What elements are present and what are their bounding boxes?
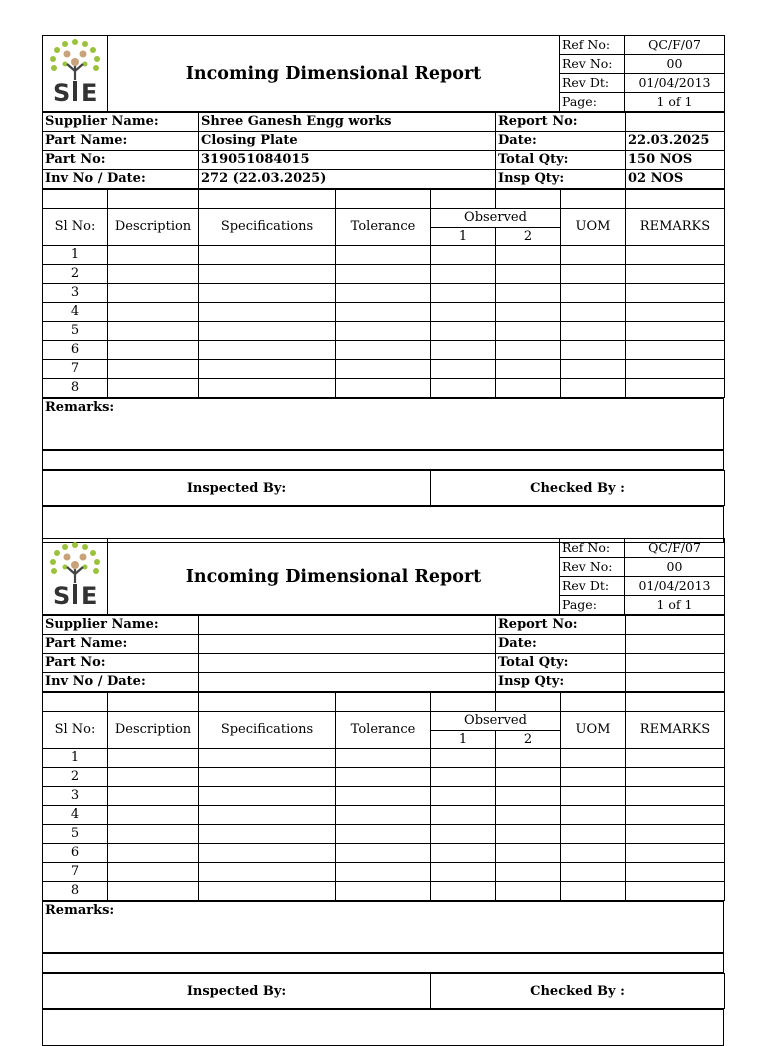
table-cell[interactable] <box>199 322 336 341</box>
table-cell[interactable] <box>561 806 626 825</box>
rev-dt-label: Rev Dt: <box>560 74 625 93</box>
table-cell[interactable] <box>431 806 496 825</box>
date-value[interactable]: 22.03.2025 <box>626 132 725 151</box>
table-cell[interactable] <box>561 303 626 322</box>
table-cell[interactable] <box>431 303 496 322</box>
table-cell[interactable] <box>108 265 199 284</box>
table-cell[interactable] <box>108 749 199 768</box>
table-row <box>43 379 725 398</box>
table-cell[interactable] <box>626 863 725 882</box>
table-cell[interactable] <box>496 749 561 768</box>
table-cell[interactable] <box>626 284 725 303</box>
report-info <box>42 615 725 692</box>
report-form-1 <box>42 35 724 543</box>
table-cell[interactable] <box>496 265 561 284</box>
table-cell[interactable] <box>431 863 496 882</box>
table-cell[interactable] <box>626 246 725 265</box>
table-cell[interactable] <box>561 322 626 341</box>
table-cell[interactable] <box>108 303 199 322</box>
logo-letter-s: S <box>53 78 71 107</box>
gap-row <box>42 1009 724 1046</box>
table-cell[interactable] <box>626 806 725 825</box>
row-number: 2 <box>43 265 108 284</box>
logo-letter-s: S <box>53 581 71 610</box>
col-observed-2: 2 <box>496 731 561 749</box>
insp-qty-label: Insp Qty: <box>496 673 626 692</box>
blank-row <box>43 693 725 712</box>
report-title: Incoming Dimensional Report <box>108 36 560 112</box>
table-cell[interactable] <box>561 379 626 398</box>
table-cell[interactable] <box>199 284 336 303</box>
table-cell[interactable] <box>496 844 561 863</box>
row-number: 5 <box>43 825 108 844</box>
dimension-rows <box>43 246 725 398</box>
table-cell[interactable] <box>336 825 431 844</box>
table-cell[interactable] <box>431 768 496 787</box>
table-cell[interactable] <box>199 303 336 322</box>
table-cell[interactable] <box>496 787 561 806</box>
inv-no-date-label: Inv No / Date: <box>43 170 199 189</box>
table-cell[interactable] <box>626 322 725 341</box>
dimension-rows <box>43 749 725 901</box>
rev-dt-value: 01/04/2013 <box>625 577 725 596</box>
table-cell[interactable] <box>496 246 561 265</box>
table-cell[interactable] <box>561 749 626 768</box>
table-cell[interactable] <box>108 322 199 341</box>
col-sl-no: Sl No: <box>43 712 108 749</box>
table-cell[interactable] <box>108 379 199 398</box>
table-row <box>43 768 725 787</box>
table-cell[interactable] <box>199 863 336 882</box>
col-specifications: Specifications <box>199 712 336 749</box>
row-number: 3 <box>43 787 108 806</box>
table-cell[interactable] <box>496 825 561 844</box>
report-no-value[interactable] <box>626 616 725 635</box>
table-cell[interactable] <box>431 360 496 379</box>
table-cell[interactable] <box>496 806 561 825</box>
table-cell[interactable] <box>336 284 431 303</box>
table-cell[interactable] <box>336 749 431 768</box>
col-tolerance: Tolerance <box>336 712 431 749</box>
table-cell[interactable] <box>626 749 725 768</box>
supplier-name-value[interactable]: Shree Ganesh Engg works <box>199 113 496 132</box>
table-cell[interactable] <box>336 882 431 901</box>
table-cell[interactable] <box>496 303 561 322</box>
blank-line <box>42 953 724 973</box>
table-cell[interactable] <box>561 246 626 265</box>
table-cell[interactable] <box>561 787 626 806</box>
table-row <box>43 863 725 882</box>
insp-qty-value[interactable]: 02 NOS <box>626 170 725 189</box>
table-cell[interactable] <box>199 844 336 863</box>
rev-dt-value: 01/04/2013 <box>625 74 725 93</box>
dimensions-table <box>42 692 725 901</box>
total-qty-label: Total Qty: <box>496 151 626 170</box>
table-row <box>43 360 725 379</box>
col-observed-1: 1 <box>431 731 496 749</box>
remarks-section <box>42 398 724 450</box>
table-cell[interactable] <box>199 360 336 379</box>
table-cell[interactable] <box>626 768 725 787</box>
table-cell[interactable] <box>199 768 336 787</box>
table-cell[interactable] <box>626 303 725 322</box>
col-uom: UOM <box>561 209 626 246</box>
part-name-label: Part Name: <box>43 132 199 151</box>
row-number: 2 <box>43 768 108 787</box>
rev-no-value: 00 <box>625 55 725 74</box>
table-cell[interactable] <box>626 360 725 379</box>
rev-no-value: 00 <box>625 558 725 577</box>
total-qty-label: Total Qty: <box>496 654 626 673</box>
table-cell[interactable] <box>199 379 336 398</box>
table-cell[interactable] <box>199 749 336 768</box>
table-cell[interactable] <box>431 246 496 265</box>
remarks-section <box>42 901 724 953</box>
table-row <box>43 322 725 341</box>
table-cell[interactable] <box>431 844 496 863</box>
table-cell[interactable] <box>561 825 626 844</box>
signature-row <box>42 973 725 1009</box>
part-no-label: Part No: <box>43 151 199 170</box>
table-cell[interactable] <box>336 322 431 341</box>
row-number: 7 <box>43 863 108 882</box>
logo-letter-e: E <box>81 78 98 107</box>
table-cell[interactable] <box>108 284 199 303</box>
part-name-label: Part Name: <box>43 635 199 654</box>
table-cell[interactable] <box>561 341 626 360</box>
report-title: Incoming Dimensional Report <box>108 539 560 615</box>
supplier-name-label: Supplier Name: <box>43 113 199 132</box>
row-number: 3 <box>43 284 108 303</box>
report-header <box>42 35 725 112</box>
table-cell[interactable] <box>108 360 199 379</box>
remarks-label[interactable]: Remarks: <box>43 399 724 450</box>
table-cell[interactable] <box>496 284 561 303</box>
date-label: Date: <box>496 635 626 654</box>
col-tolerance: Tolerance <box>336 209 431 246</box>
inv-no-date-label: Inv No / Date: <box>43 673 199 692</box>
table-cell[interactable] <box>496 768 561 787</box>
part-name-value[interactable] <box>199 635 496 654</box>
row-number: 6 <box>43 844 108 863</box>
table-cell[interactable] <box>108 825 199 844</box>
col-observed-2: 2 <box>496 228 561 246</box>
dimensions-table <box>42 189 725 398</box>
table-cell[interactable] <box>561 882 626 901</box>
table-row <box>43 303 725 322</box>
col-remarks: REMARKS <box>626 712 725 749</box>
report-info <box>42 112 725 189</box>
company-logo <box>43 539 108 615</box>
table-cell[interactable] <box>431 341 496 360</box>
table-row <box>43 284 725 303</box>
ref-no-label: Ref No: <box>560 539 625 558</box>
report-no-label: Report No: <box>496 113 626 132</box>
table-cell[interactable] <box>336 844 431 863</box>
col-observed: Observed <box>431 712 561 731</box>
rev-no-label: Rev No: <box>560 55 625 74</box>
col-description: Description <box>108 712 199 749</box>
row-number: 8 <box>43 882 108 901</box>
checked-by-label[interactable]: Checked By : <box>431 471 725 506</box>
table-cell[interactable] <box>561 265 626 284</box>
table-cell[interactable] <box>626 882 725 901</box>
row-number: 4 <box>43 806 108 825</box>
table-cell[interactable] <box>336 863 431 882</box>
blank-line <box>42 450 724 470</box>
report-form-2 <box>42 538 724 1046</box>
table-cell[interactable] <box>336 379 431 398</box>
table-cell[interactable] <box>336 265 431 284</box>
table-cell[interactable] <box>431 825 496 844</box>
table-cell[interactable] <box>561 768 626 787</box>
inv-no-date-value[interactable] <box>199 673 496 692</box>
table-cell[interactable] <box>431 749 496 768</box>
row-number: 4 <box>43 303 108 322</box>
col-sl-no: Sl No: <box>43 209 108 246</box>
col-remarks: REMARKS <box>626 209 725 246</box>
col-observed: Observed <box>431 209 561 228</box>
table-cell[interactable] <box>561 360 626 379</box>
page-value: 1 of 1 <box>625 596 725 615</box>
table-cell[interactable] <box>199 246 336 265</box>
row-number: 1 <box>43 246 108 265</box>
part-name-value[interactable]: Closing Plate <box>199 132 496 151</box>
report-no-label: Report No: <box>496 616 626 635</box>
page-label: Page: <box>560 93 625 112</box>
inspected-by-label[interactable]: Inspected By: <box>43 471 431 506</box>
col-specifications: Specifications <box>199 209 336 246</box>
table-cell[interactable] <box>561 863 626 882</box>
table-row <box>43 787 725 806</box>
table-cell[interactable] <box>199 806 336 825</box>
inv-no-date-value[interactable]: 272 (22.03.2025) <box>199 170 496 189</box>
rev-dt-label: Rev Dt: <box>560 577 625 596</box>
table-cell[interactable] <box>336 806 431 825</box>
table-cell[interactable] <box>108 806 199 825</box>
table-cell[interactable] <box>626 825 725 844</box>
table-cell[interactable] <box>199 787 336 806</box>
part-no-label: Part No: <box>43 654 199 673</box>
table-cell[interactable] <box>336 360 431 379</box>
part-no-value[interactable]: 319051084015 <box>199 151 496 170</box>
checked-by-label[interactable]: Checked By : <box>431 974 725 1009</box>
table-row <box>43 825 725 844</box>
table-cell[interactable] <box>561 284 626 303</box>
table-cell[interactable] <box>336 768 431 787</box>
page-label: Page: <box>560 596 625 615</box>
table-cell[interactable] <box>496 322 561 341</box>
row-number: 6 <box>43 341 108 360</box>
table-cell[interactable] <box>199 341 336 360</box>
page-value: 1 of 1 <box>625 93 725 112</box>
table-cell[interactable] <box>431 322 496 341</box>
col-observed-1: 1 <box>431 228 496 246</box>
ref-no-value: QC/F/07 <box>625 36 725 55</box>
table-row <box>43 341 725 360</box>
table-cell[interactable] <box>431 882 496 901</box>
remarks-label[interactable]: Remarks: <box>43 902 724 953</box>
table-cell[interactable] <box>199 265 336 284</box>
rev-no-label: Rev No: <box>560 558 625 577</box>
ref-no-label: Ref No: <box>560 36 625 55</box>
row-number: 7 <box>43 360 108 379</box>
insp-qty-label: Insp Qty: <box>496 170 626 189</box>
table-cell[interactable] <box>199 825 336 844</box>
date-value[interactable] <box>626 635 725 654</box>
table-cell[interactable] <box>199 882 336 901</box>
supplier-name-value[interactable] <box>199 616 496 635</box>
logo-letter-e: E <box>81 581 98 610</box>
tree-logo-icon <box>45 541 105 610</box>
signature-row <box>42 470 725 506</box>
table-cell[interactable] <box>336 303 431 322</box>
table-cell[interactable] <box>431 787 496 806</box>
table-cell[interactable] <box>108 341 199 360</box>
report-no-value[interactable] <box>626 113 725 132</box>
table-cell[interactable] <box>108 768 199 787</box>
table-cell[interactable] <box>496 379 561 398</box>
table-cell[interactable] <box>108 787 199 806</box>
row-number: 1 <box>43 749 108 768</box>
report-header <box>42 538 725 615</box>
date-label: Date: <box>496 132 626 151</box>
row-number: 8 <box>43 379 108 398</box>
table-cell[interactable] <box>108 882 199 901</box>
table-cell[interactable] <box>108 246 199 265</box>
table-cell[interactable] <box>431 379 496 398</box>
table-cell[interactable] <box>626 787 725 806</box>
table-cell[interactable] <box>496 341 561 360</box>
inspected-by-label[interactable]: Inspected By: <box>43 974 431 1009</box>
total-qty-value[interactable] <box>626 654 725 673</box>
table-cell[interactable] <box>336 246 431 265</box>
table-cell[interactable] <box>561 844 626 863</box>
table-cell[interactable] <box>431 284 496 303</box>
blank-row <box>43 190 725 209</box>
table-row <box>43 749 725 768</box>
row-number: 5 <box>43 322 108 341</box>
total-qty-value[interactable]: 150 NOS <box>626 151 725 170</box>
col-description: Description <box>108 209 199 246</box>
table-row <box>43 844 725 863</box>
tree-logo-icon <box>45 38 105 107</box>
table-cell[interactable] <box>626 265 725 284</box>
ref-no-value: QC/F/07 <box>625 539 725 558</box>
table-row <box>43 806 725 825</box>
table-cell[interactable] <box>431 265 496 284</box>
table-cell[interactable] <box>496 360 561 379</box>
supplier-name-label: Supplier Name: <box>43 616 199 635</box>
table-row <box>43 882 725 901</box>
table-cell[interactable] <box>496 863 561 882</box>
table-row <box>43 265 725 284</box>
company-logo <box>43 36 108 112</box>
table-cell[interactable] <box>626 844 725 863</box>
table-cell[interactable] <box>108 863 199 882</box>
table-cell[interactable] <box>336 341 431 360</box>
table-cell[interactable] <box>626 379 725 398</box>
table-row <box>43 246 725 265</box>
table-cell[interactable] <box>336 787 431 806</box>
part-no-value[interactable] <box>199 654 496 673</box>
table-cell[interactable] <box>496 882 561 901</box>
insp-qty-value[interactable] <box>626 673 725 692</box>
table-cell[interactable] <box>108 844 199 863</box>
col-uom: UOM <box>561 712 626 749</box>
table-cell[interactable] <box>626 341 725 360</box>
